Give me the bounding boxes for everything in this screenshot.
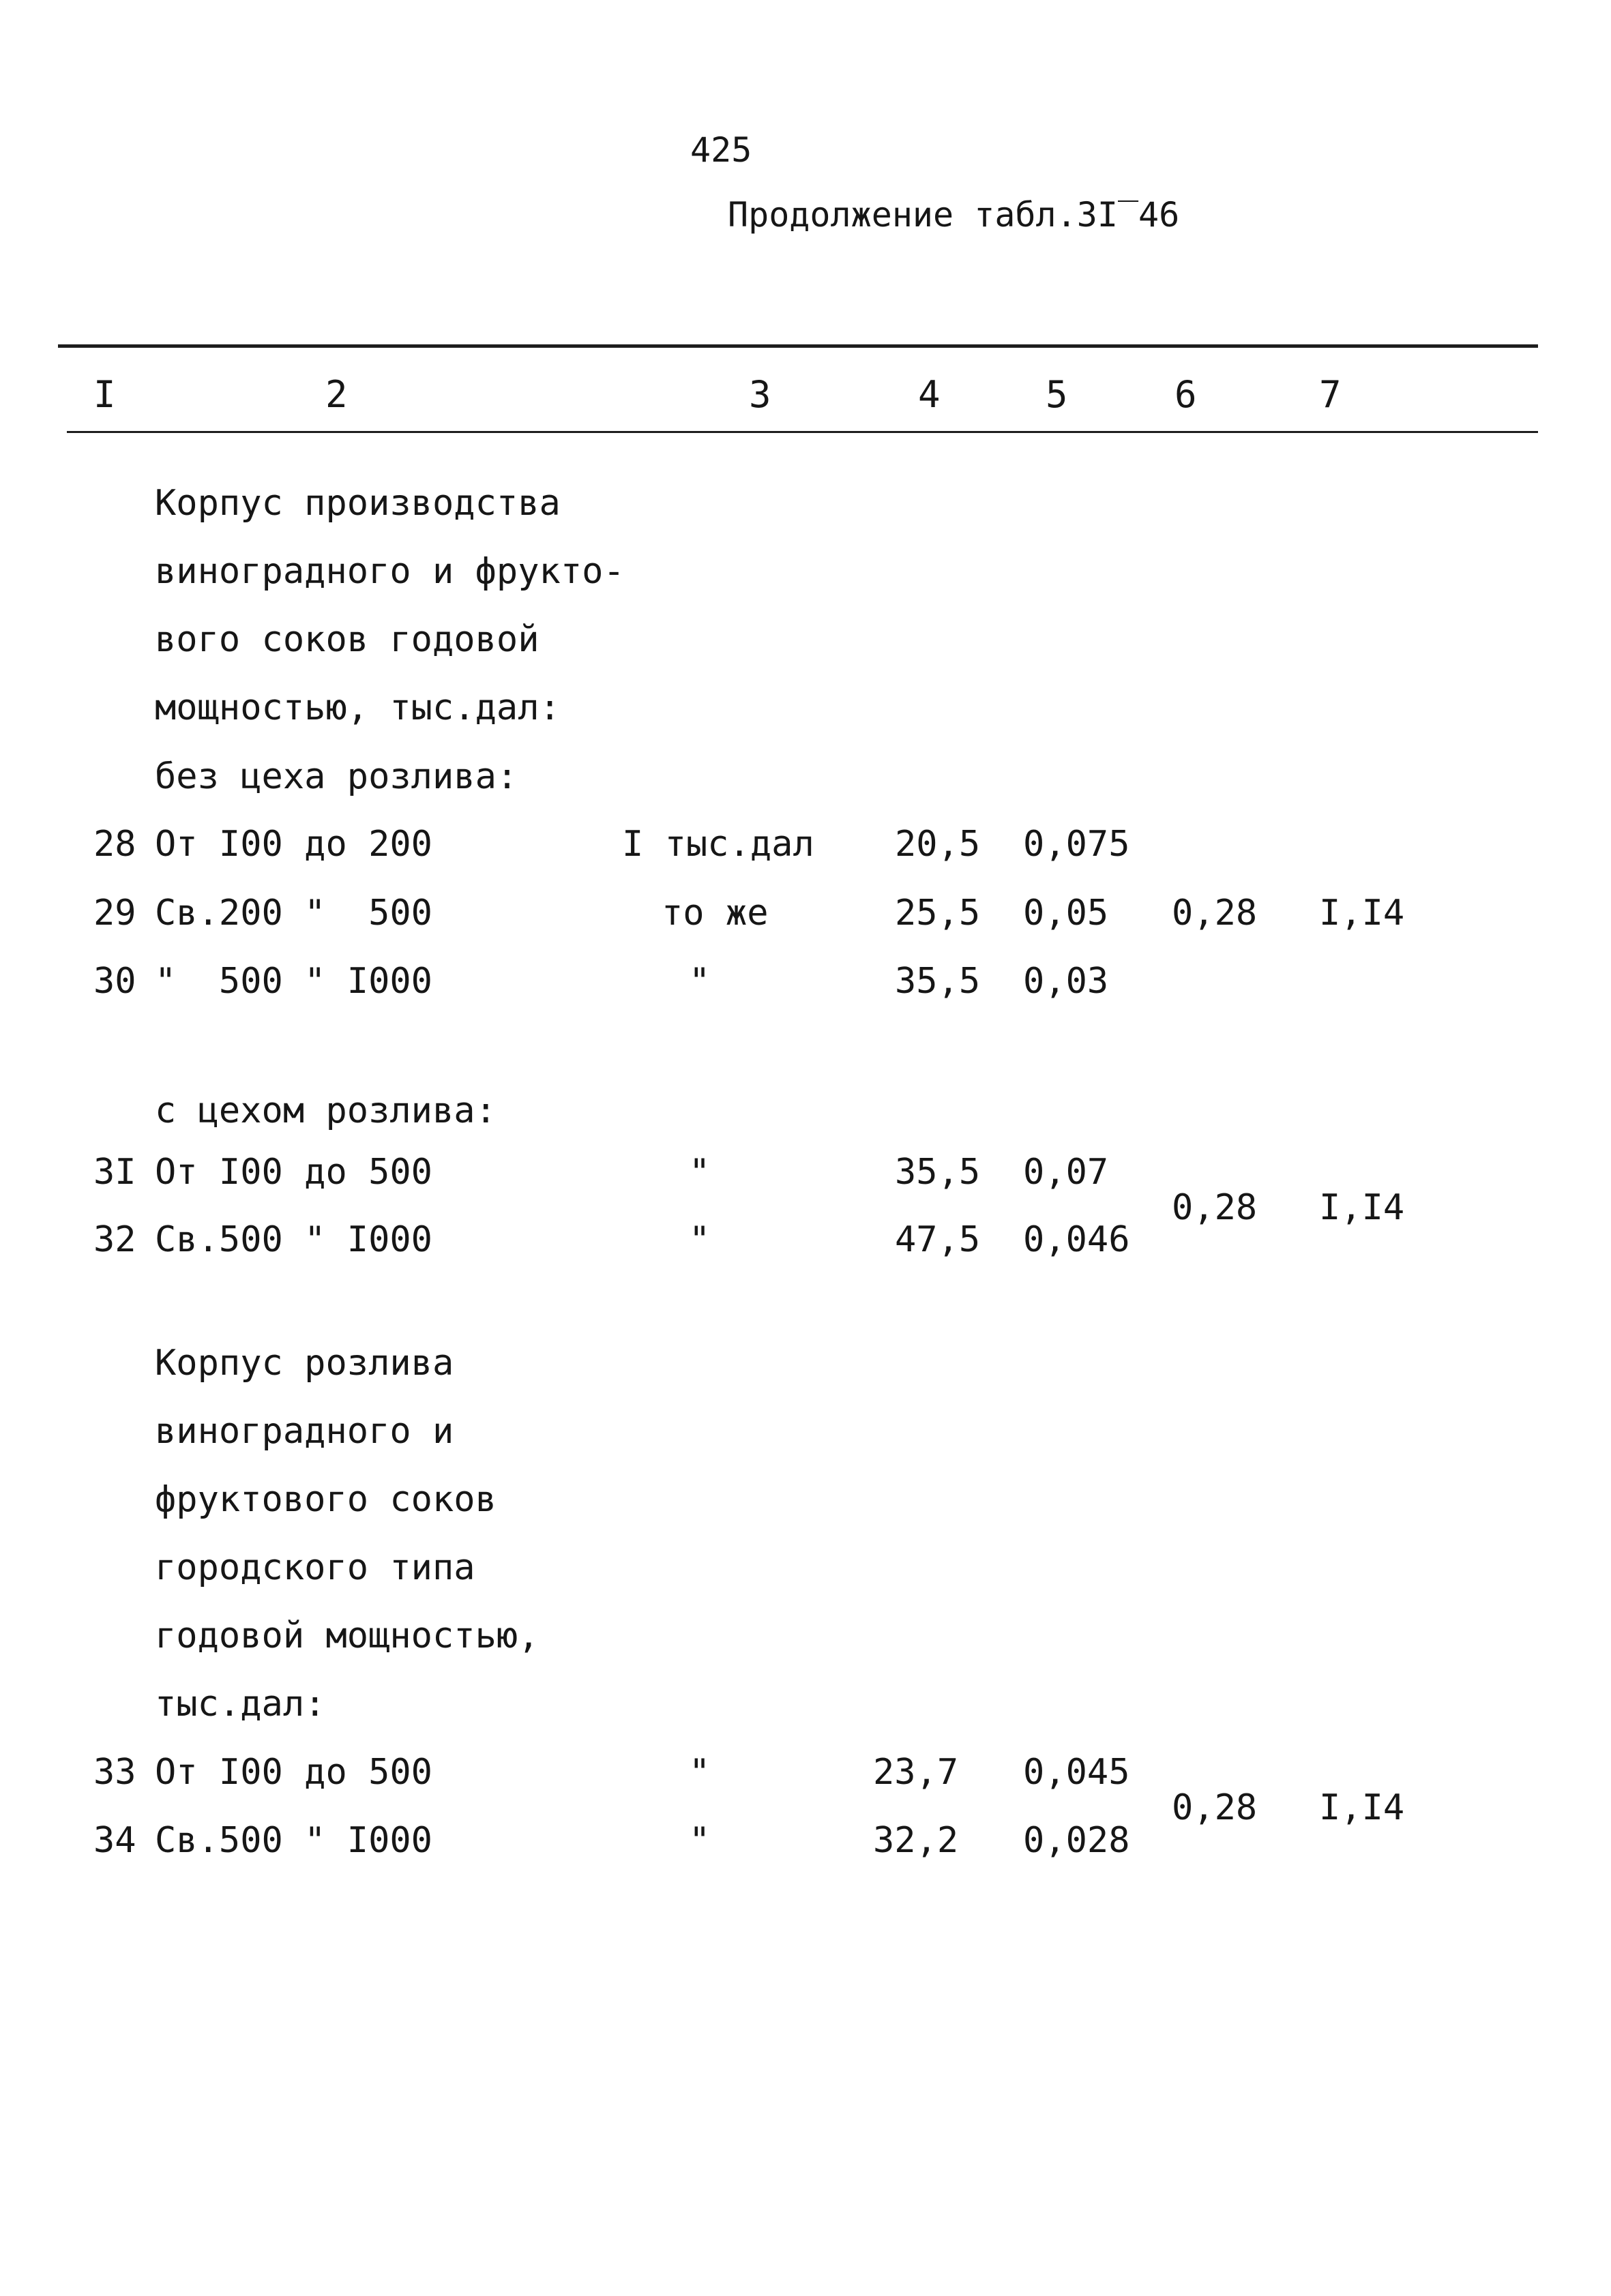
row-unit: " — [689, 1820, 711, 1861]
row-col4: 35,5 — [895, 1152, 981, 1193]
group-col7: I,I4 — [1319, 1787, 1405, 1828]
table-caption: Продолжение табл.3I‾46 — [728, 195, 1180, 235]
table-top-rule — [58, 344, 1538, 348]
row-number: 32 — [93, 1219, 136, 1260]
row-col4: 35,5 — [895, 961, 981, 1002]
row-col5: 0,07 — [1023, 1152, 1109, 1193]
heading-line: Корпус розлива — [155, 1343, 454, 1384]
heading-line: без цеха розлива: — [155, 756, 518, 797]
heading-line: фруктового соков — [155, 1479, 497, 1520]
section-heading: с цехом розлива: — [155, 1090, 497, 1131]
row-name: От I00 до 500 — [155, 1752, 432, 1793]
column-header-2: 2 — [325, 373, 348, 416]
column-header-5: 5 — [1046, 373, 1068, 416]
row-unit: " — [689, 1152, 711, 1193]
group-col6: 0,28 — [1172, 1787, 1258, 1828]
row-number: 28 — [93, 824, 136, 865]
row-col5: 0,05 — [1023, 893, 1109, 934]
heading-line: вого соков годовой — [155, 619, 540, 660]
group-col7: I,I4 — [1319, 893, 1405, 934]
row-col5: 0,03 — [1023, 961, 1109, 1002]
heading-line: городского типа — [155, 1547, 475, 1588]
row-col4: 32,2 — [873, 1820, 959, 1861]
row-name: Св.500 " I000 — [155, 1820, 432, 1861]
row-col4: 47,5 — [895, 1219, 981, 1260]
row-number: 3I — [93, 1152, 136, 1193]
heading-line: тыс.дал: — [155, 1684, 326, 1725]
row-unit: то же — [662, 893, 769, 934]
column-header-4: 4 — [918, 373, 941, 416]
page-number: 425 — [690, 130, 752, 170]
row-col5: 0,045 — [1023, 1752, 1130, 1793]
table-header-rule — [67, 431, 1538, 433]
column-header-7: 7 — [1319, 373, 1342, 416]
row-unit: " — [689, 1752, 711, 1793]
row-col5: 0,046 — [1023, 1219, 1130, 1260]
row-number: 29 — [93, 893, 136, 934]
row-number: 30 — [93, 961, 136, 1002]
row-number: 34 — [93, 1820, 136, 1861]
row-name: Св.200 " 500 — [155, 893, 432, 934]
heading-line: Корпус производства — [155, 483, 561, 524]
row-col5: 0,075 — [1023, 824, 1130, 865]
row-number: 33 — [93, 1752, 136, 1793]
row-col4: 20,5 — [895, 824, 981, 865]
row-name: От I00 до 200 — [155, 824, 432, 865]
column-header-1: I — [93, 373, 116, 416]
row-name: " 500 " I000 — [155, 961, 432, 1002]
row-col4: 23,7 — [873, 1752, 959, 1793]
row-unit: " — [689, 1219, 711, 1260]
row-col4: 25,5 — [895, 893, 981, 934]
group-col6: 0,28 — [1172, 1187, 1258, 1228]
row-name: От I00 до 500 — [155, 1152, 432, 1193]
heading-line: виноградного и — [155, 1411, 454, 1452]
column-header-3: 3 — [749, 373, 771, 416]
heading-line: мощностью, тыс.дал: — [155, 687, 561, 728]
row-unit: I тыс.дал — [622, 824, 814, 865]
heading-line: виноградного и фрукто- — [155, 551, 625, 592]
column-header-6: 6 — [1174, 373, 1197, 416]
group-col6: 0,28 — [1172, 893, 1258, 934]
group-col7: I,I4 — [1319, 1187, 1405, 1228]
row-unit: " — [689, 961, 711, 1002]
row-col5: 0,028 — [1023, 1820, 1130, 1861]
row-name: Св.500 " I000 — [155, 1219, 432, 1260]
heading-line: годовой мощностью, — [155, 1615, 540, 1656]
